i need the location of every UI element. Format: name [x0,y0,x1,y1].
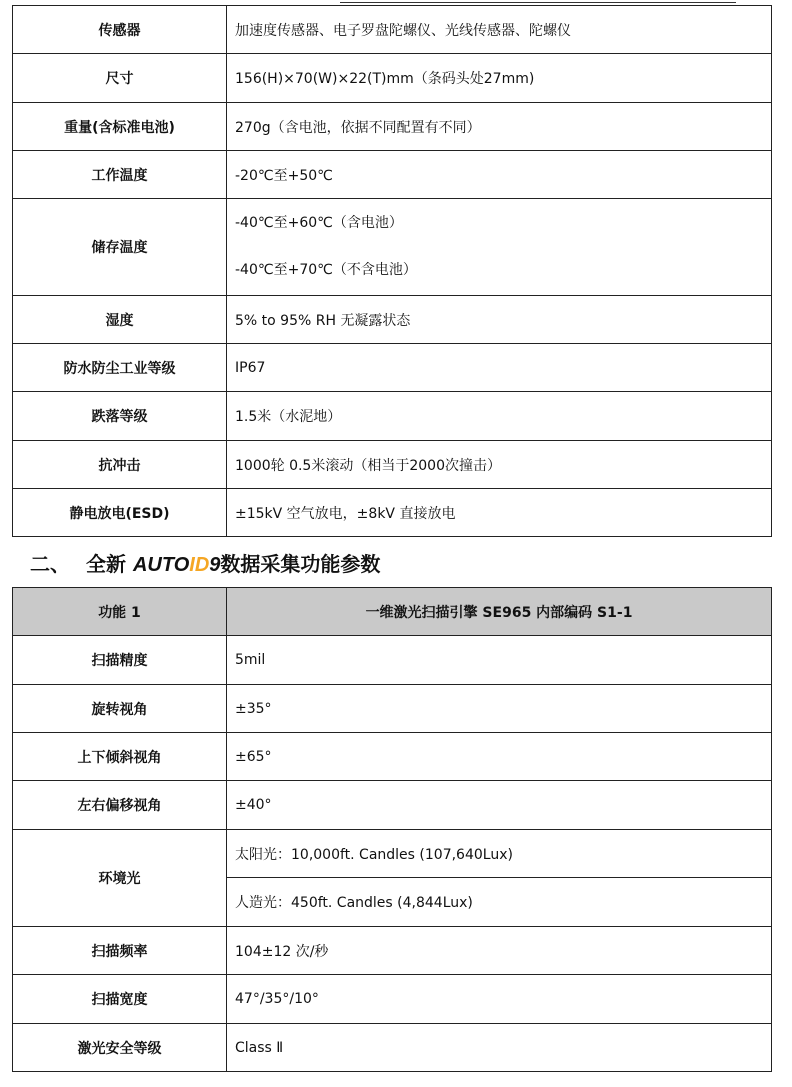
row-value: -20℃至+50℃ [227,151,772,199]
row-label: 湿度 [13,296,227,344]
header-label: 功能 1 [13,588,227,636]
row-label: 跌落等级 [13,392,227,441]
table-row [13,489,772,537]
row-label: 重量(含标准电池) [13,103,227,151]
table-row [13,781,772,830]
value-line: -40℃至+70℃（不含电池） [235,262,417,278]
row-value: 1000轮 0.5米滚动（相当于2000次撞击） [227,441,772,489]
row-label: 环境光 [13,830,227,927]
table-row [13,927,772,975]
row-value: IP67 [227,344,772,392]
row-label: 左右偏移视角 [13,781,227,830]
section-number: 二、 [30,552,70,576]
row-label: 传感器 [13,6,227,54]
table-row [13,199,772,296]
table-row [13,54,772,103]
table-header-row [13,588,772,636]
brand-logo-text: AUTO [132,554,190,576]
brand-logo-accent: ID [189,554,210,576]
row-value: 270g（含电池，依据不同配置有不同） [227,103,772,151]
row-value: 104±12 次/秒 [227,927,772,975]
row-value: ±40° [227,781,772,830]
scan-spec-table [12,587,772,1072]
row-value: Class Ⅱ [227,1024,772,1072]
top-rule [340,2,736,3]
row-label: 扫描精度 [13,636,227,685]
row-value: 5mil [227,636,772,685]
row-value: 156(H)×70(W)×22(T)mm（条码头处27mm) [227,54,772,103]
row-label: 扫描宽度 [13,975,227,1024]
row-value: 太阳光：10,000ft. Candles (107,640Lux) [227,830,772,878]
table-row [13,441,772,489]
table-row [13,636,772,685]
table-row [13,392,772,441]
table-row [13,103,772,151]
row-label: 防水防尘工业等级 [13,344,227,392]
table-row [13,975,772,1024]
row-label: 储存温度 [13,199,227,296]
section-heading [30,548,380,580]
row-label: 扫描频率 [13,927,227,975]
table-row [13,151,772,199]
table-row [13,344,772,392]
row-value: 加速度传感器、电子罗盘陀螺仪、光线传感器、陀螺仪 [227,6,772,54]
table-row [13,296,772,344]
row-value: ±15kV 空气放电，±8kV 直接放电 [227,489,772,537]
section-title-prefix: 全新 [86,552,133,576]
table-row [13,685,772,733]
row-label: 尺寸 [13,54,227,103]
row-value: 1.5米（水泥地） [227,392,772,441]
row-label: 旋转视角 [13,685,227,733]
brand-logo-number: 9 [209,554,221,576]
table-row [13,1024,772,1072]
table-row [13,6,772,54]
row-value: 人造光：450ft. Candles (4,844Lux) [227,878,772,927]
row-label: 上下倾斜视角 [13,733,227,781]
table-row [13,830,772,878]
row-value: 47°/35°/10° [227,975,772,1024]
row-value [227,199,772,296]
row-value: ±65° [227,733,772,781]
row-label: 抗冲击 [13,441,227,489]
row-label: 工作温度 [13,151,227,199]
section-title-suffix: 数据采集功能参数 [220,552,381,576]
header-value: 一维激光扫描引擎 SE965 内部编码 S1-1 [227,588,772,636]
row-label: 静电放电(ESD) [13,489,227,537]
value-line: -40℃至+60℃（含电池） [235,215,403,231]
row-value: 5% to 95% RH 无凝露状态 [227,296,772,344]
row-value: ±35° [227,685,772,733]
row-label: 激光安全等级 [13,1024,227,1072]
table-row [13,733,772,781]
device-spec-table [12,5,772,537]
